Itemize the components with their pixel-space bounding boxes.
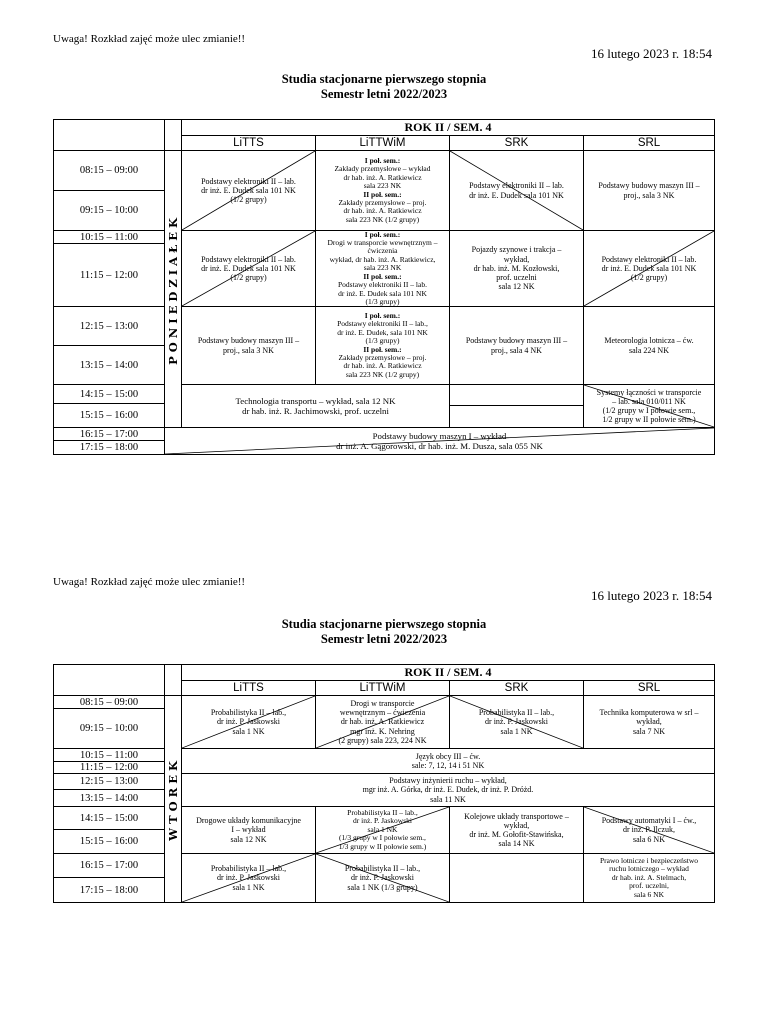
empty-cell (449, 853, 584, 903)
class-cell: Język obcy III – ćw. sale: 7, 12, 14 i 51 NK (181, 748, 715, 774)
time-cell: 08:15 – 09:00 (53, 695, 165, 709)
class-cell: Prawo lotnicze i bezpieczeństwo ruchu lotniczego – wykład dr hab. inż. A. Stelmach, prof. uczelni, sala 6 NK (583, 853, 715, 903)
class-cell: Podstawy elektroniki II – lab. dr inż. E. Dudek sala 101 NK (1/2 grupy) (181, 150, 316, 231)
class-cell: Podstawy inżynierii ruchu – wykład, mgr inż. A. Górka, dr inż. E. Dudek, dr inż. P. Dróżd. sala 11 NK (181, 773, 715, 807)
class-cell: Probabilistyka II – lab., dr inż. P. Jaskowski sala 1 NK (1/3 grupy) (315, 853, 450, 903)
time-cell: 11:15 – 12:00 (53, 243, 165, 307)
class-cell: Podstawy automatyki I – ćw., dr inż. P. Ilczuk, sala 6 NK (583, 806, 715, 854)
class-cell: Technologia transportu – wykład, sala 12 NK dr hab. inż. R. Jachimowski, prof. uczelni (181, 384, 450, 428)
class-cell: Podstawy elektroniki II – lab. dr inż. E. Dudek sala 101 NK (1/2 grupy) (583, 230, 715, 307)
class-cell: Meteorologia lotnicza – ćw. sala 224 NK (583, 306, 715, 385)
class-cell: Technika komputerowa w srl – wykład, sala 7 NK (583, 695, 715, 749)
class-cell: Probabilistyka II – lab., dr inż. P. Jaskowski sala 1 NK (181, 853, 316, 903)
group-header: SRL (583, 135, 715, 151)
time-cell: 09:15 – 10:00 (53, 708, 165, 749)
group-header: SRL (583, 680, 715, 696)
day-header-cell (164, 664, 182, 696)
time-cell: 10:15 – 11:00 (53, 748, 165, 762)
time-cell: 14:15 – 15:00 (53, 384, 165, 404)
class-cell: I poł. sem.: Zakłady przemysłowe – wykład dr hab. inż. A. Ratkiewicz sala 223 NK II poł. sem.: Zakłady przemysłowe – proj. dr hab. inż. A. Ratkiewicz sala 223 NK (1/2 grupy) (315, 150, 450, 231)
corner-cell (53, 664, 165, 696)
class-cell: Probabilistyka II – lab., dr inż. P. Jaskowski sala 1 NK (181, 695, 316, 749)
time-cell: 12:15 – 13:00 (53, 306, 165, 346)
class-cell: Podstawy budowy maszyn III – proj., sala 3 NK (181, 306, 316, 385)
corner-cell (53, 119, 165, 151)
class-cell: Kolejowe układy transportowe – wykład, dr inż. M. Gołofit-Stawińska, sala 14 NK (449, 806, 584, 854)
day-label-tuesday: WTOREK (164, 695, 182, 903)
rok-header: ROK II / SEM. 4 (181, 664, 715, 681)
title-line2: Semestr letni 2022/2023 (320, 632, 448, 646)
empty-cell (449, 384, 584, 406)
class-cell: Probabilistyka II – lab., dr inż. P. Jaskowski sala 1 NK (1/3 grupy w I połowie sem., 1/3 grupy w II połowie sem.) (315, 806, 450, 854)
class-cell: Drogi w transporcie wewnętrznym – ćwiczenia dr hab. inż. A. Ratkiewicz mgr inż. K. Nehring (2 grupy) sala 223, 224 NK (315, 695, 450, 749)
date-text: 16 lutego 2023 r. 18:54 (591, 46, 712, 61)
group-header: LiTTS (181, 680, 316, 696)
title-line1: Studia stacjonarne pierwszego stopnia (281, 617, 487, 631)
class-cell: I poł. sem.: Drogi w transporcie wewnętrznym – ćwiczenia wykład, dr hab. inż. A. Ratkiewicz, sala 223 NK II poł. sem.: Podstawy elektroniki II – lab. dr inż. E. Dudek sala 101 NK (1/3 grupy) (315, 230, 450, 307)
class-cell: Drogowe układy komunikacyjne I – wykład sala 12 NK (181, 806, 316, 854)
tuesday-table (53, 664, 715, 903)
time-cell: 13:15 – 14:00 (53, 789, 165, 807)
time-cell: 17:15 – 18:00 (53, 877, 165, 903)
monday-table (53, 119, 715, 455)
class-cell: Probabilistyka II – lab., dr inż. P. Jaskowski sala 1 NK (449, 695, 584, 749)
date-text: 16 lutego 2023 r. 18:54 (591, 588, 712, 603)
time-cell: 16:15 – 17:00 (53, 853, 165, 878)
time-cell: 12:15 – 13:00 (53, 773, 165, 790)
class-cell: Pojazdy szynowe i trakcja – wykład, dr hab. inż. M. Kozłowski, prof. uczelni sala 12 NK (449, 230, 584, 307)
time-cell: 17:15 – 18:00 (53, 440, 165, 455)
group-header: SRK (449, 135, 584, 151)
group-header: SRK (449, 680, 584, 696)
time-cell: 13:15 – 14:00 (53, 345, 165, 385)
time-cell: 15:15 – 16:00 (53, 403, 165, 428)
group-header: LiTTWiM (315, 135, 450, 151)
time-cell: 16:15 – 17:00 (53, 427, 165, 441)
class-cell: Podstawy budowy maszyn III – proj., sala 3 NK (583, 150, 715, 231)
time-cell: 08:15 – 09:00 (53, 150, 165, 191)
time-cell: 09:15 – 10:00 (53, 190, 165, 231)
class-cell: Podstawy budowy maszyn I – wykład dr inż. A. Gągorowski, dr hab. inż. M. Dusza, sala 055 NK (164, 427, 715, 455)
empty-cell (449, 405, 584, 428)
title-line2: Semestr letni 2022/2023 (320, 87, 448, 101)
day-label-monday: PONIEDZIAŁEK (164, 150, 182, 428)
rok-header: ROK II / SEM. 4 (181, 119, 715, 136)
day-header-cell (164, 119, 182, 151)
class-cell: Systemy łączności w transporcie – lab. sala 010/011 NK (1/2 grupy w I połowie sem., 1/2 grupy w II połowie sem.) (583, 384, 715, 428)
time-cell: 15:15 – 16:00 (53, 829, 165, 854)
group-header: LiTTS (181, 135, 316, 151)
class-cell: Podstawy elektroniki II – lab. dr inż. E. Dudek sala 101 NK (1/2 grupy) (181, 230, 316, 307)
title-line1: Studia stacjonarne pierwszego stopnia (281, 72, 487, 86)
group-header: LiTTWiM (315, 680, 450, 696)
warning-text: Uwaga! Rozkład zajęć może ulec zmianie!! (53, 576, 246, 588)
class-cell: Podstawy elektroniki II – lab. dr inż. E. Dudek sala 101 NK (449, 150, 584, 231)
time-cell: 10:15 – 11:00 (53, 230, 165, 244)
class-cell: Podstawy budowy maszyn III – proj., sala 4 NK (449, 306, 584, 385)
time-cell: 11:15 – 12:00 (53, 761, 165, 774)
warning-text: Uwaga! Rozkład zajęć może ulec zmianie!! (53, 33, 246, 45)
class-cell: I poł. sem.: Podstawy elektroniki II – lab., dr inż. E. Dudek, sala 101 NK (1/3 grupy) II poł. sem.: Zakłady przemysłowe – proj. dr hab. inż. A. Ratkiewicz sala 223 NK (1/2 grupy) (315, 306, 450, 385)
time-cell: 14:15 – 15:00 (53, 806, 165, 830)
